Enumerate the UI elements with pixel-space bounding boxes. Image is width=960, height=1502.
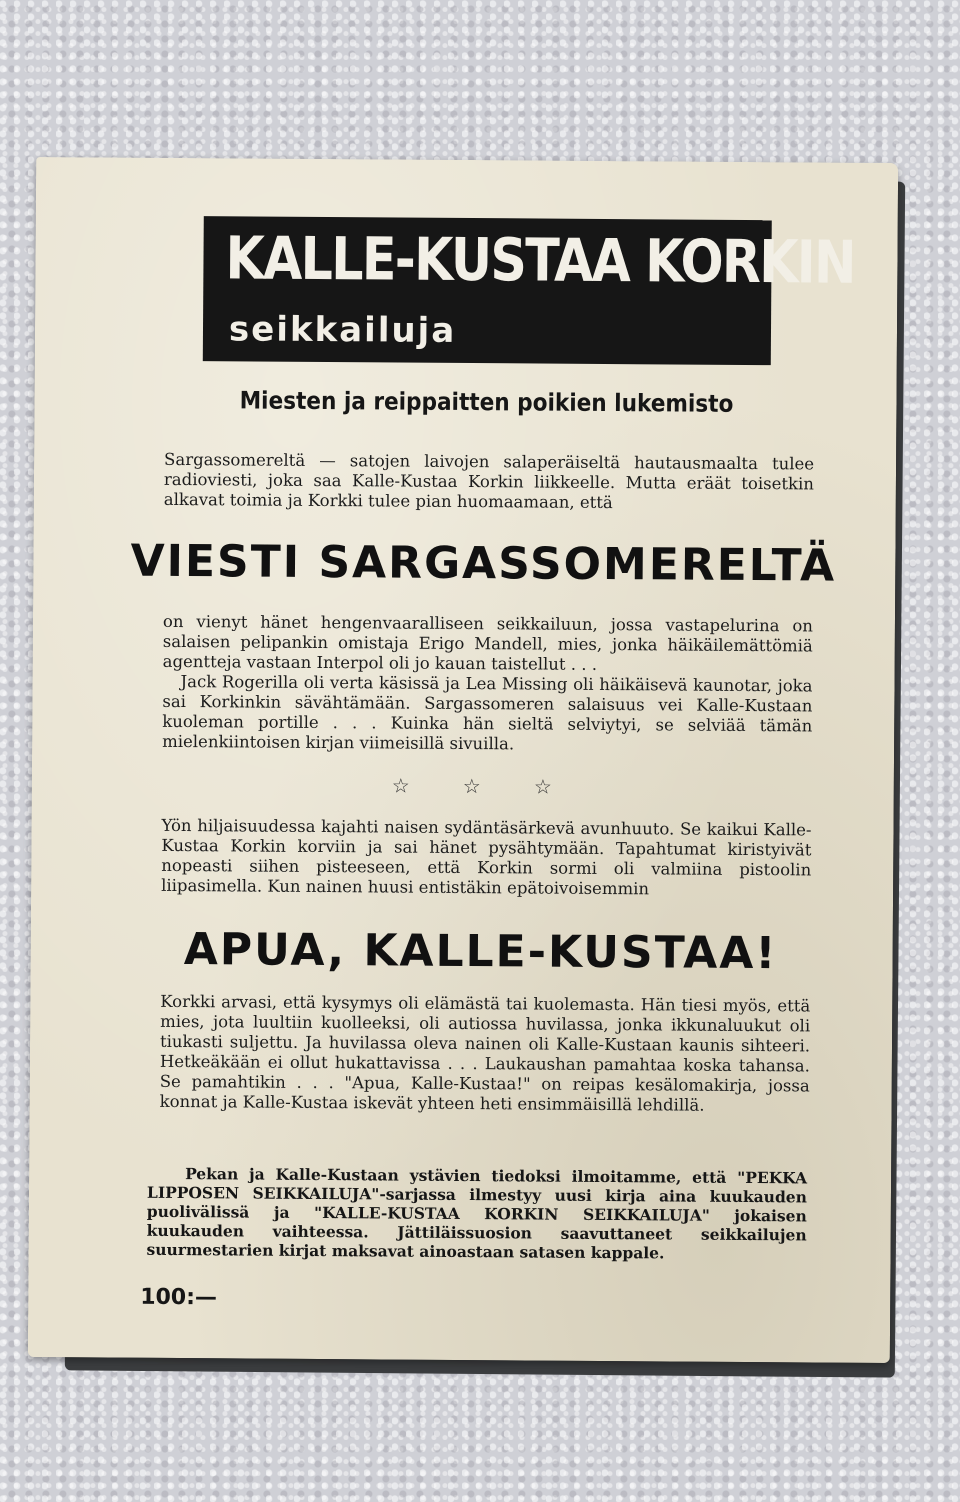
series-banner (203, 216, 855, 365)
tagline: Miesten ja reippaitten poikien lukemisto (239, 386, 734, 418)
intro-paragraph-1 (164, 450, 814, 515)
body-1a-text: on vienyt hänet hengenvaaralliseen seikkailuun, jossa vastapelurina on salaisen pelipankin omistaja Erigo Mandell, mies, jonka häikäilemättömiä agentteja vastaan Interpol oli jo kauan taistellut . . . (162, 611, 814, 674)
body-paragraph-2 (160, 992, 811, 1117)
series-notice: Pekan ja Kalle-Kustaan ystävien tiedoksi ilmoitamme, että "PEKKA LIPPOSEN SEIKKAILUJA"-sarjassa ilmestyy uusi kirja aina kuukauden puolivälissä ja "KALLE-KUSTAA KORKIN SEIKKAILUJA" jokaisen kuukauden vaihteessa. Jättiläissuosion saavuttaneet seikkailujen suurmestarien kirjat maksavat ainoastaan satasen kappale. (146, 1164, 808, 1263)
body-2-text: Korkki arvasi, että kysymys oli elämästä tai kuolemasta. Hän tiesi myös, että mies, jota luultiin kuolleeksi, oli autiossa huvilassa, jonka ikkunaluukut oli tiukasti suljettu. Ja huvilassa oleva nainen oli Kalle-Kustaan kaunis sihteeri. Hetkeäkään ei ollut hukattavissa . . . Laukaushan pamahtaa koska tahansa. Se pamahtikin . . . "Apua, Kalle-Kustaa!" on reipas kesälomakirja, jossa konnat ja Kalle-Kustaa iskevät yhteen heti ensimmäisillä lehdillä. (159, 991, 811, 1115)
price-label: 100:— (140, 1284, 218, 1311)
book-back-cover (28, 157, 898, 1363)
body-paragraph-1 (162, 612, 813, 757)
headline-apua: APUA, KALLE-KUSTAA! (183, 924, 778, 980)
body-1b-text: Jack Rogerilla oli verta käsissä ja Lea Missing oli häikäisevä kaunotar, joka sai Korkinkin sävähtämään. Sargassomeren salaisuus vei Kalle-Kustaan kuoleman portille . . . Kuinka hän sieltä selviytyi, se selviää tämän mielenkiintoisen kirjan viimeisillä sivuilla. (162, 672, 813, 754)
star-icon: ☆ (533, 774, 552, 799)
headline-viesti: VIESTI SARGASSOMERELTÄ (130, 535, 837, 592)
series-title: KALLE-KUSTAA KORKIN (225, 223, 855, 297)
intro-paragraph-2 (161, 816, 812, 901)
section-separator (392, 774, 552, 799)
star-icon: ☆ (391, 773, 410, 798)
intro-2-text: Yön hiljaisuudessa kajahti naisen sydäntäsärkevä avunhuuto. Se kaikui Kalle-Kustaa Korkin korviin ja sai hänet pysähtymään. Tapahtumat kiristyivät nopeasti siihen pisteeseen, että Korkin sormi oli valmiina pistoolin liipasimella. Kun nainen huusi entistäkin epätoivoisemmin (161, 815, 812, 899)
star-icon: ☆ (462, 773, 481, 799)
series-subtitle: seikkailuja (228, 309, 457, 351)
intro-1-text: Sargassomereltä — satojen laivojen salaperäiseltä hautausmaalta tulee radioviesti, joka saa Kalle-Kustaa Korkin liikkeelle. Mutta eräät toisetkin alkavat toimia ja Korkki tulee pian huomaamaan, että (163, 449, 815, 513)
